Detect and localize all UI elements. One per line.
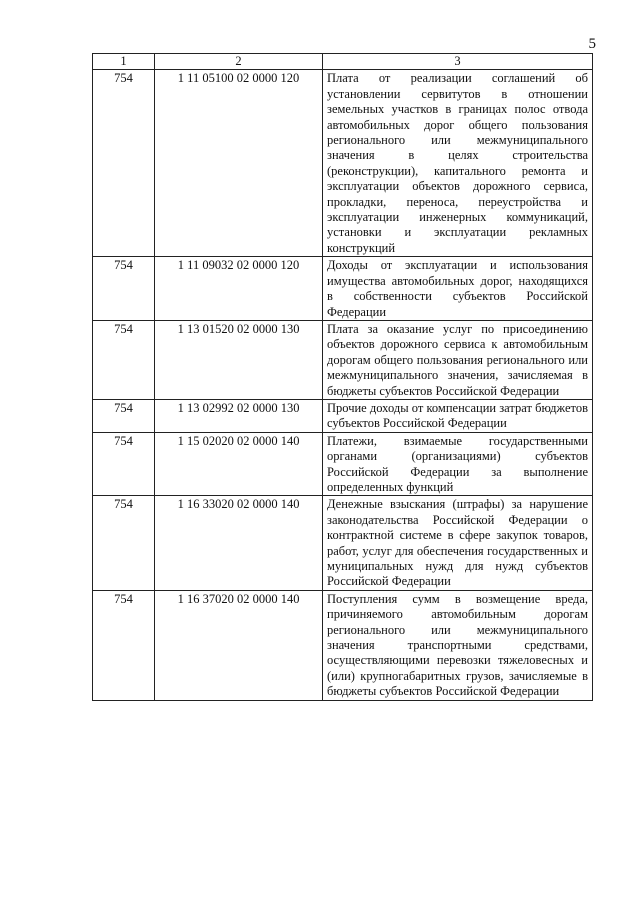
revenue-code-cell: 1 15 02020 02 0000 140 xyxy=(155,432,323,496)
admin-code-cell: 754 xyxy=(93,257,155,321)
table-row xyxy=(93,496,593,590)
admin-code-cell: 754 xyxy=(93,320,155,399)
column-header-2: 2 xyxy=(155,54,323,70)
revenue-codes-table xyxy=(92,53,593,701)
admin-code-cell: 754 xyxy=(93,590,155,700)
admin-code-cell: 754 xyxy=(93,432,155,496)
revenue-name-cell: Доходы от эксплуатации и использования имущества автомобильных дорог, находящихся в собственности субъектов Российской Федерации xyxy=(323,257,593,321)
table-header-row xyxy=(93,54,593,70)
column-header-1: 1 xyxy=(93,54,155,70)
revenue-name-cell: Прочие доходы от компенсации затрат бюджетов субъектов Российской Федерации xyxy=(323,399,593,432)
table-row xyxy=(93,432,593,496)
table-row xyxy=(93,590,593,700)
page-number: 5 xyxy=(588,36,596,52)
revenue-code-cell: 1 11 09032 02 0000 120 xyxy=(155,257,323,321)
table-row xyxy=(93,70,593,257)
admin-code-cell: 754 xyxy=(93,70,155,257)
revenue-code-cell: 1 16 37020 02 0000 140 xyxy=(155,590,323,700)
table-row xyxy=(93,257,593,321)
table-row xyxy=(93,399,593,432)
revenue-name-cell: Плата за оказание услуг по присоединению объектов дорожного сервиса к автомобильным дорогам общего пользования регионального или межмуниципального значения, зачисляемая в бюджеты субъектов Российской Федерации xyxy=(323,320,593,399)
revenue-name-cell: Плата от реализации соглашений об установлении сервитутов в отношении земельных участков в границах полос отвода автомобильных дорог общего пользования регионального или межмуниципального значения в целях строительства (реконструкции), капитального ремонта и эксплуатации объектов дорожного сервиса, прокладки, переноса, переустройства и эксплуатации инженерных коммуникаций, установки и эксплуатации рекламных конструкций xyxy=(323,70,593,257)
revenue-name-cell: Платежи, взимаемые государственными органами (организациями) субъектов Российской Федерации за выполнение определенных функций xyxy=(323,432,593,496)
revenue-code-cell: 1 16 33020 02 0000 140 xyxy=(155,496,323,590)
revenue-code-cell: 1 13 01520 02 0000 130 xyxy=(155,320,323,399)
table-row xyxy=(93,320,593,399)
revenue-code-cell: 1 11 05100 02 0000 120 xyxy=(155,70,323,257)
admin-code-cell: 754 xyxy=(93,496,155,590)
admin-code-cell: 754 xyxy=(93,399,155,432)
revenue-code-cell: 1 13 02992 02 0000 130 xyxy=(155,399,323,432)
revenue-name-cell: Поступления сумм в возмещение вреда, причиняемого автомобильным дорогам регионального или межмуниципального значения транспортными средствами, осуществляющими перевозки тяжеловесных и (или) крупногабаритных грузов, зачисляемые в бюджеты субъектов Российской Федерации xyxy=(323,590,593,700)
column-header-3: 3 xyxy=(323,54,593,70)
revenue-name-cell: Денежные взыскания (штрафы) за нарушение законодательства Российской Федерации о контрактной системе в сфере закупок товаров, работ, услуг для обеспечения государственных и муниципальных нужд для нужд субъектов Российской Федерации xyxy=(323,496,593,590)
